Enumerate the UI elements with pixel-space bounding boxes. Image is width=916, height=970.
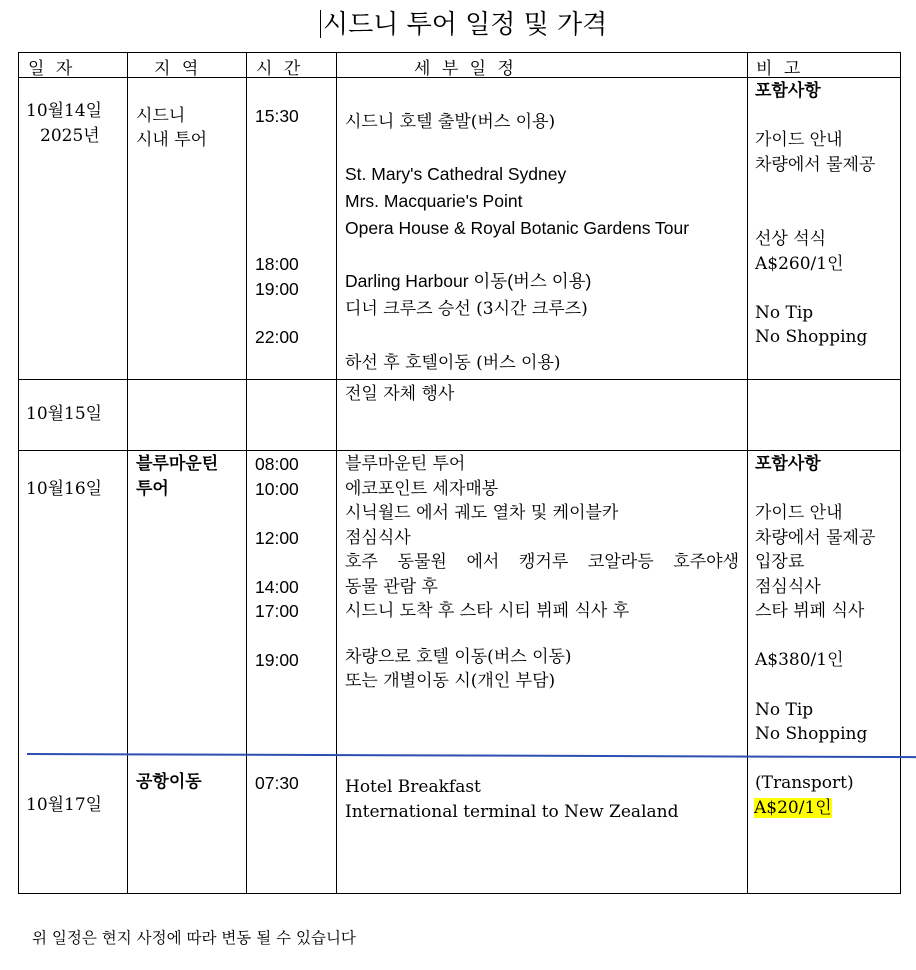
col-border-1	[127, 52, 128, 894]
remarks-line: 점심식사	[755, 577, 821, 597]
table-bottom-border	[18, 893, 901, 894]
remarks-line: 가이드 안내	[755, 503, 843, 523]
remarks-line: No Shopping	[755, 724, 868, 744]
text-cursor	[320, 10, 321, 38]
highlighted-price: A$20/1인	[754, 798, 832, 818]
remarks-heading: 포함사항	[755, 81, 821, 101]
detail-line: 또는 개별이동 시(개인 부담)	[345, 671, 556, 691]
remarks-line: No Shopping	[755, 327, 868, 347]
time-cell: 10:00	[255, 479, 299, 499]
date-cell: 10월14일	[26, 101, 103, 121]
time-cell: 15:30	[255, 106, 299, 126]
remarks-line: (Transport)	[755, 773, 854, 793]
detail-line: 블루마운틴 투어	[345, 454, 466, 474]
time-cell: 17:00	[255, 601, 299, 621]
remarks-line: 선상 석식	[755, 229, 827, 249]
region-cell: 시내 투어	[136, 130, 208, 150]
detail-line: Darling Harbour 이동(버스 이용)	[345, 271, 592, 291]
detail-line: Mrs. Macquarie's Point	[345, 191, 523, 211]
header-time: 시 간	[256, 59, 304, 79]
remarks-line: 가이드 안내	[755, 130, 843, 150]
col-border-left	[18, 52, 19, 894]
region-cell: 시드니	[136, 106, 186, 126]
time-cell: 08:00	[255, 454, 299, 474]
detail-line: Opera House & Royal Botanic Gardens Tour	[345, 218, 690, 238]
region-cell: 공항이동	[136, 772, 202, 792]
detail-line: 에코포인트 세자매봉	[345, 479, 499, 499]
remarks-line: 차량에서 물제공	[755, 528, 876, 548]
header-remarks: 비 고	[756, 59, 804, 79]
detail-line: 동물 관람 후	[345, 577, 438, 597]
detail-line: International terminal to New Zealand	[345, 802, 679, 822]
table-top-border	[18, 52, 901, 53]
detail-line: 디너 크루즈 승선 (3시간 크루즈)	[345, 299, 588, 319]
detail-line: 시드니 도착 후 스타 시티 뷔페 식사 후	[345, 601, 630, 621]
price-text: A$380/1인	[755, 650, 844, 670]
col-border-right	[900, 52, 901, 894]
footer-note: 위 일정은 현지 사정에 따라 변동 될 수 있습니다	[32, 929, 356, 947]
detail-line: 점심식사	[345, 528, 411, 548]
header-date: 일 자	[28, 59, 76, 79]
detail-line: 시닉월드 에서 궤도 열차 및 케이블카	[345, 503, 619, 523]
time-cell: 14:00	[255, 577, 299, 597]
detail-line: 호주 동물원 에서 캥거루 코알라등 호주야생	[345, 552, 739, 572]
row-divider-2	[18, 450, 901, 451]
remarks-line: 입장료	[755, 552, 805, 572]
col-border-3	[336, 52, 337, 894]
detail-line: 전일 자체 행사	[345, 384, 455, 404]
annotation-line	[27, 753, 916, 758]
title-text: 시드니 투어 일정 및 가격	[323, 10, 608, 40]
page-title	[320, 4, 607, 41]
header-detail: 세 부 일 정	[414, 59, 517, 79]
detail-line: St. Mary's Cathedral Sydney	[345, 164, 567, 184]
col-border-4	[747, 52, 748, 894]
time-cell: 18:00	[255, 254, 299, 274]
time-cell: 19:00	[255, 650, 299, 670]
detail-line: 시드니 호텔 출발(버스 이용)	[345, 112, 556, 132]
row-divider-1	[18, 379, 901, 380]
detail-line: 하선 후 호텔이동 (버스 이용)	[345, 353, 561, 373]
date-cell: 10월17일	[26, 795, 103, 815]
detail-line: 차량으로 호텔 이동(버스 이동)	[345, 647, 572, 667]
date-cell: 10월15일	[26, 404, 103, 424]
header-region: 지 역	[154, 59, 202, 79]
region-cell: 투어	[136, 479, 169, 499]
year-cell: 2025년	[40, 126, 100, 146]
remarks-heading: 포함사항	[755, 454, 821, 474]
time-cell: 19:00	[255, 279, 299, 299]
remarks-line: No Tip	[755, 303, 814, 323]
region-cell: 블루마운틴	[136, 454, 219, 474]
detail-line: Hotel Breakfast	[345, 777, 481, 797]
price-text: A$260/1인	[755, 254, 844, 274]
remarks-line: 스타 뷔페 식사	[755, 601, 865, 621]
remarks-line: 차량에서 물제공	[755, 155, 876, 175]
time-cell: 07:30	[255, 773, 299, 793]
time-cell: 12:00	[255, 528, 299, 548]
time-cell: 22:00	[255, 327, 299, 347]
remarks-line: No Tip	[755, 700, 814, 720]
date-cell: 10월16일	[26, 479, 103, 499]
col-border-2	[246, 52, 247, 894]
price-text	[754, 796, 832, 821]
